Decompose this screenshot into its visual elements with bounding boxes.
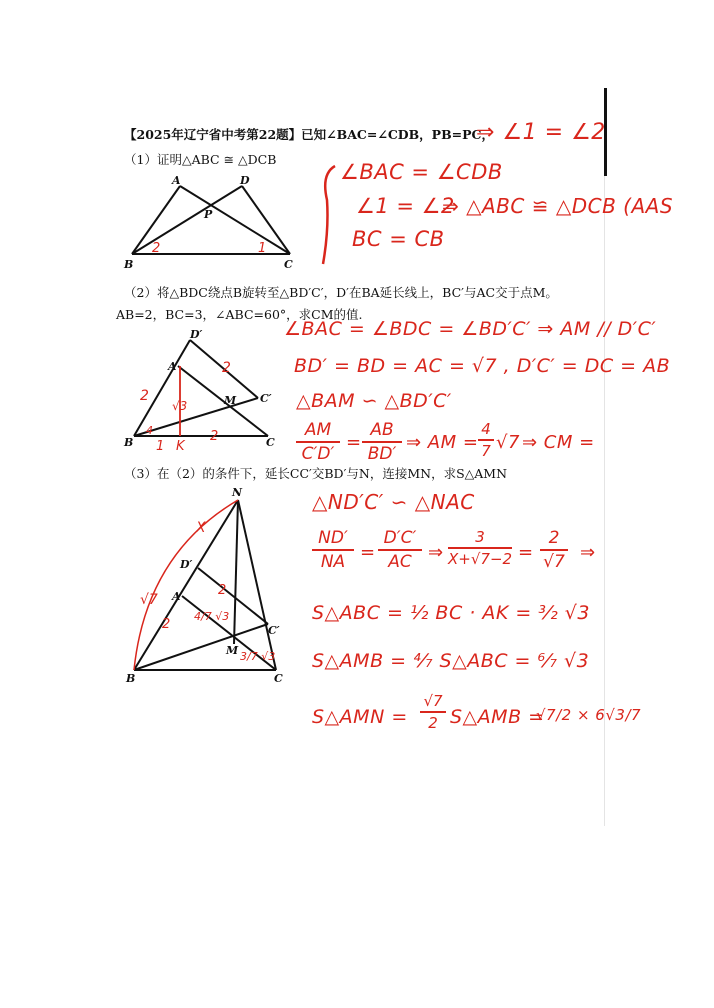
hw-p3-frac4 xyxy=(540,528,568,572)
hw-p3-line5-frac-num: √7 xyxy=(423,692,443,710)
hw-p2-line2: BD′ = BD = AC = √7 , D′C′ = DC = AB xyxy=(294,355,671,377)
fig2-mark-ad: 2 xyxy=(222,360,231,376)
hw-p3-line1: △ND′C′ ∽ △NAC xyxy=(312,490,475,514)
hw-p3-frac3-den: X+√7−2 xyxy=(448,550,513,568)
hw-p2-frac2-num: AB xyxy=(370,420,394,440)
fig2-label-d: D′ xyxy=(190,328,203,341)
fig1-label-c: C xyxy=(284,258,293,270)
fig1-ac xyxy=(180,186,290,254)
fig2-label-m: M xyxy=(224,394,237,407)
hw-p3-frac1 xyxy=(312,528,354,572)
fig1-label-a: A xyxy=(172,174,181,187)
fig1-mark-1: 1 xyxy=(258,241,267,256)
fig3-mark-r2: 3/7 √3 xyxy=(240,650,276,663)
problem-header: 【2025年辽宁省中考第22题】已知∠BAC=∠CDB，PB=PC， xyxy=(124,127,494,142)
fig3-mark-r1: 4/7 √3 xyxy=(194,610,230,623)
hw-p2-frac3-bar xyxy=(478,439,494,441)
fig3-mark-sqrt7: √7 xyxy=(140,592,158,608)
fig3-mark-x: X xyxy=(196,520,206,536)
fig3-mark-2b: 2 xyxy=(218,583,227,598)
fig2-mark-kc: 2 xyxy=(210,429,219,444)
fig1-mark-2: 2 xyxy=(152,241,161,256)
hw-p3-line5-frac-den: 2 xyxy=(428,714,438,732)
hw-p2-mid: ⇒ AM = xyxy=(406,432,479,453)
hw-p3-frac1-bar xyxy=(312,549,354,551)
hw-p3-frac3-num: 3 xyxy=(475,528,485,546)
hw-p2-eq: = xyxy=(346,432,362,453)
hw-p3-eq: = xyxy=(360,542,376,563)
hw-p2-frac2-den: BD′ xyxy=(367,444,397,464)
hw-p3-frac3-bar xyxy=(448,547,512,549)
hw-p1-line2: ∠1 = ∠2 xyxy=(356,194,455,218)
hw-p3-frac2 xyxy=(378,528,422,572)
hw-p3-line5-start: S△AMN = xyxy=(312,706,408,728)
hw-p3-line5-mid: S△AMB = xyxy=(450,706,545,728)
fig3-label-b: B xyxy=(126,672,136,684)
hw-p3-frac2-bar xyxy=(378,549,422,551)
fig2-mark-height: √3 xyxy=(172,399,188,413)
hw-header-result: ⇒ ∠1 = ∠2 xyxy=(476,120,606,145)
fig2-ac xyxy=(178,366,268,436)
hw-p2-frac1 xyxy=(296,420,340,464)
fig1-label-d: D xyxy=(240,174,250,187)
hw-p2-frac3 xyxy=(478,420,494,460)
hw-p2-frac2 xyxy=(362,420,402,464)
fig2-label-c2: C′ xyxy=(260,392,272,405)
hw-p2-frac1-bar xyxy=(296,441,340,443)
hw-p3-frac2-num: D′C′ xyxy=(383,528,417,548)
hw-p3-frac4-num: 2 xyxy=(548,528,560,548)
hw-p2-frac1-num: AM xyxy=(304,420,332,440)
hw-p2-sqrt7: √7 xyxy=(496,432,520,453)
fig3-label-m: M xyxy=(226,644,239,657)
problem-part3: （3）在（2）的条件下，延长CC′交BD′与N，连接MN，求S△AMN xyxy=(124,466,508,481)
fig3-label-a: A xyxy=(172,590,181,603)
fig2-mark-angle: 4 xyxy=(146,424,153,437)
fig2-label-b: B xyxy=(124,436,134,449)
fig2-mark-bk: 1 xyxy=(156,439,165,451)
hw-p2-frac2-bar xyxy=(362,441,402,443)
fig3-mark-2a: 2 xyxy=(162,617,171,632)
fig1-label-p: P xyxy=(204,208,213,221)
fig1-db xyxy=(132,186,242,254)
hw-p2-line3: △BAM ∽ △BD′C′ xyxy=(296,390,452,412)
fig2-mark-ab: 2 xyxy=(140,388,149,404)
hw-p1-result: ⇒ △ABC ≌ △DCB (AAS xyxy=(442,194,674,218)
page-edge-shadow xyxy=(604,176,605,826)
hw-p3-line4: S△AMB = ⁴⁄₇ S△ABC = ⁶⁄₇ √3 xyxy=(312,650,590,672)
hw-p3-arrow: ⇒ xyxy=(428,542,444,563)
fig2-mark-k: K xyxy=(176,439,185,451)
hw-p3-line3: S△ABC = ½ BC · AK = ³⁄₂ √3 xyxy=(312,602,590,624)
fig3-label-c2: C′ xyxy=(268,624,280,637)
hw-p3-line5-frac xyxy=(420,692,446,732)
hw-p1-line3: BC = CB xyxy=(352,227,445,251)
hw-p3-arrow2: ⇒ xyxy=(580,542,596,563)
fig2-label-a: A xyxy=(168,360,177,373)
hw-p2-frac3-num: 4 xyxy=(481,420,491,438)
hw-p2-frac1-den: C′D′ xyxy=(301,444,335,464)
hw-p1-line1: ∠BAC = ∠CDB xyxy=(340,160,503,184)
fig2-label-c: C xyxy=(266,436,275,449)
hw-p3-frac1-num: ND′ xyxy=(318,528,348,548)
figure-2 xyxy=(120,326,280,451)
hw-p2-end: ⇒ CM = xyxy=(522,432,595,453)
fig3-nm xyxy=(234,500,238,644)
hw-p3-frac4-den: √7 xyxy=(543,552,565,572)
hw-p3-line5-end: √7/2 × 6√3/7 xyxy=(536,706,642,724)
figure-1 xyxy=(120,170,310,270)
fig3-label-n: N xyxy=(232,486,243,499)
figure-3 xyxy=(122,484,292,684)
problem-part1: （1）证明△ABC ≅ △DCB xyxy=(124,152,277,167)
hw-p2-frac3-den: 7 xyxy=(481,442,491,460)
hw-p3-frac2-den: AC xyxy=(388,552,412,572)
hw-p3-frac4-bar xyxy=(540,549,568,551)
fig3-label-c: C xyxy=(274,672,283,684)
hw-p3-line5-frac-bar xyxy=(420,711,446,713)
hw-p3-frac3 xyxy=(448,528,512,568)
problem-part2-line2: AB=2，BC=3，∠ABC=60°，求CM的值. xyxy=(116,307,363,322)
hw-p3-frac1-den: NA xyxy=(320,552,346,572)
fig1-label-b: B xyxy=(124,258,134,270)
hw-p2-line1: ∠BAC = ∠BDC = ∠BD′C′ ⇒ AM // D′C′ xyxy=(284,318,657,340)
fig3-label-d: D′ xyxy=(180,558,193,571)
problem-part2-line1: （2）将△BDC绕点B旋转至△BD′C′，D′在BA延长线上，BC′与AC交于点M。 xyxy=(124,285,558,300)
hw-p3-eq2: = xyxy=(518,542,534,563)
